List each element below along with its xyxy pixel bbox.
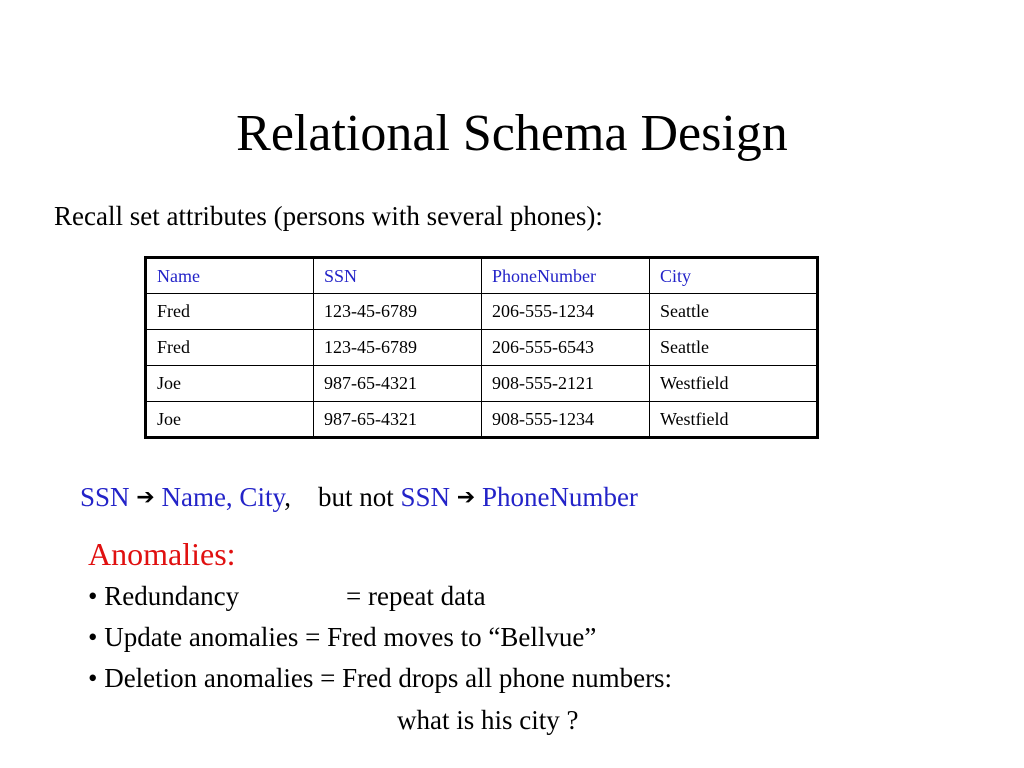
anomaly-term: • Update anomalies: [88, 622, 299, 652]
fd-lhs-ssn: SSN: [80, 482, 130, 512]
table-cell: Westfield: [650, 366, 818, 402]
column-header-city: City: [650, 258, 818, 294]
fd-rhs-name-city: Name, City: [161, 482, 285, 512]
fd-lhs-ssn-2: SSN: [400, 482, 450, 512]
table-cell: 987-65-4321: [314, 402, 482, 438]
functional-dependency-line: [80, 478, 638, 519]
intro-text: Recall set attributes (persons with several phones):: [54, 201, 603, 231]
deletion-anomaly-continuation: what is his city ?: [397, 705, 579, 735]
table-cell: Joe: [146, 402, 314, 438]
table-cell: 123-45-6789: [314, 294, 482, 330]
anomaly-term: • Deletion anomalies: [88, 663, 314, 693]
slide-title: Relational Schema Design: [236, 105, 788, 162]
table-cell: 206-555-1234: [482, 294, 650, 330]
arrow-right-icon: ➔: [456, 485, 476, 510]
table-cell: 206-555-6543: [482, 330, 650, 366]
list-item: [88, 658, 672, 699]
arrow-right-icon: ➔: [136, 485, 155, 510]
table-cell: 123-45-6789: [314, 330, 482, 366]
list-item: [88, 617, 672, 658]
anomaly-definition: = repeat data: [346, 581, 486, 611]
fd-rhs-phonenumber: PhoneNumber: [481, 482, 638, 512]
table-cell: 987-65-4321: [314, 366, 482, 402]
table-cell: Westfield: [650, 402, 818, 438]
table-cell: 908-555-1234: [482, 402, 650, 438]
table-cell: Fred: [146, 330, 314, 366]
table-cell: Joe: [146, 366, 314, 402]
anomalies-list: [88, 576, 672, 699]
column-header-phonenumber: PhoneNumber: [482, 258, 650, 294]
anomalies-heading: Anomalies:: [88, 536, 236, 572]
table-row: [146, 402, 818, 438]
fd-but-not: but not: [317, 482, 394, 512]
table-row: [146, 366, 818, 402]
table-cell: Fred: [146, 294, 314, 330]
table-header-row: [146, 258, 818, 294]
anomaly-definition: = Fred drops all phone numbers:: [320, 663, 673, 693]
anomaly-definition: = Fred moves to “Bellvue”: [305, 622, 597, 652]
column-header-ssn: SSN: [314, 258, 482, 294]
fd-separator: ,: [284, 482, 291, 512]
persons-table: [144, 256, 819, 439]
table-cell: Seattle: [650, 330, 818, 366]
table-cell: 908-555-2121: [482, 366, 650, 402]
list-item: [88, 576, 672, 617]
column-header-name: Name: [146, 258, 314, 294]
table-cell: Seattle: [650, 294, 818, 330]
table-row: [146, 294, 818, 330]
anomaly-term: • Redundancy: [88, 581, 240, 611]
table-row: [146, 330, 818, 366]
